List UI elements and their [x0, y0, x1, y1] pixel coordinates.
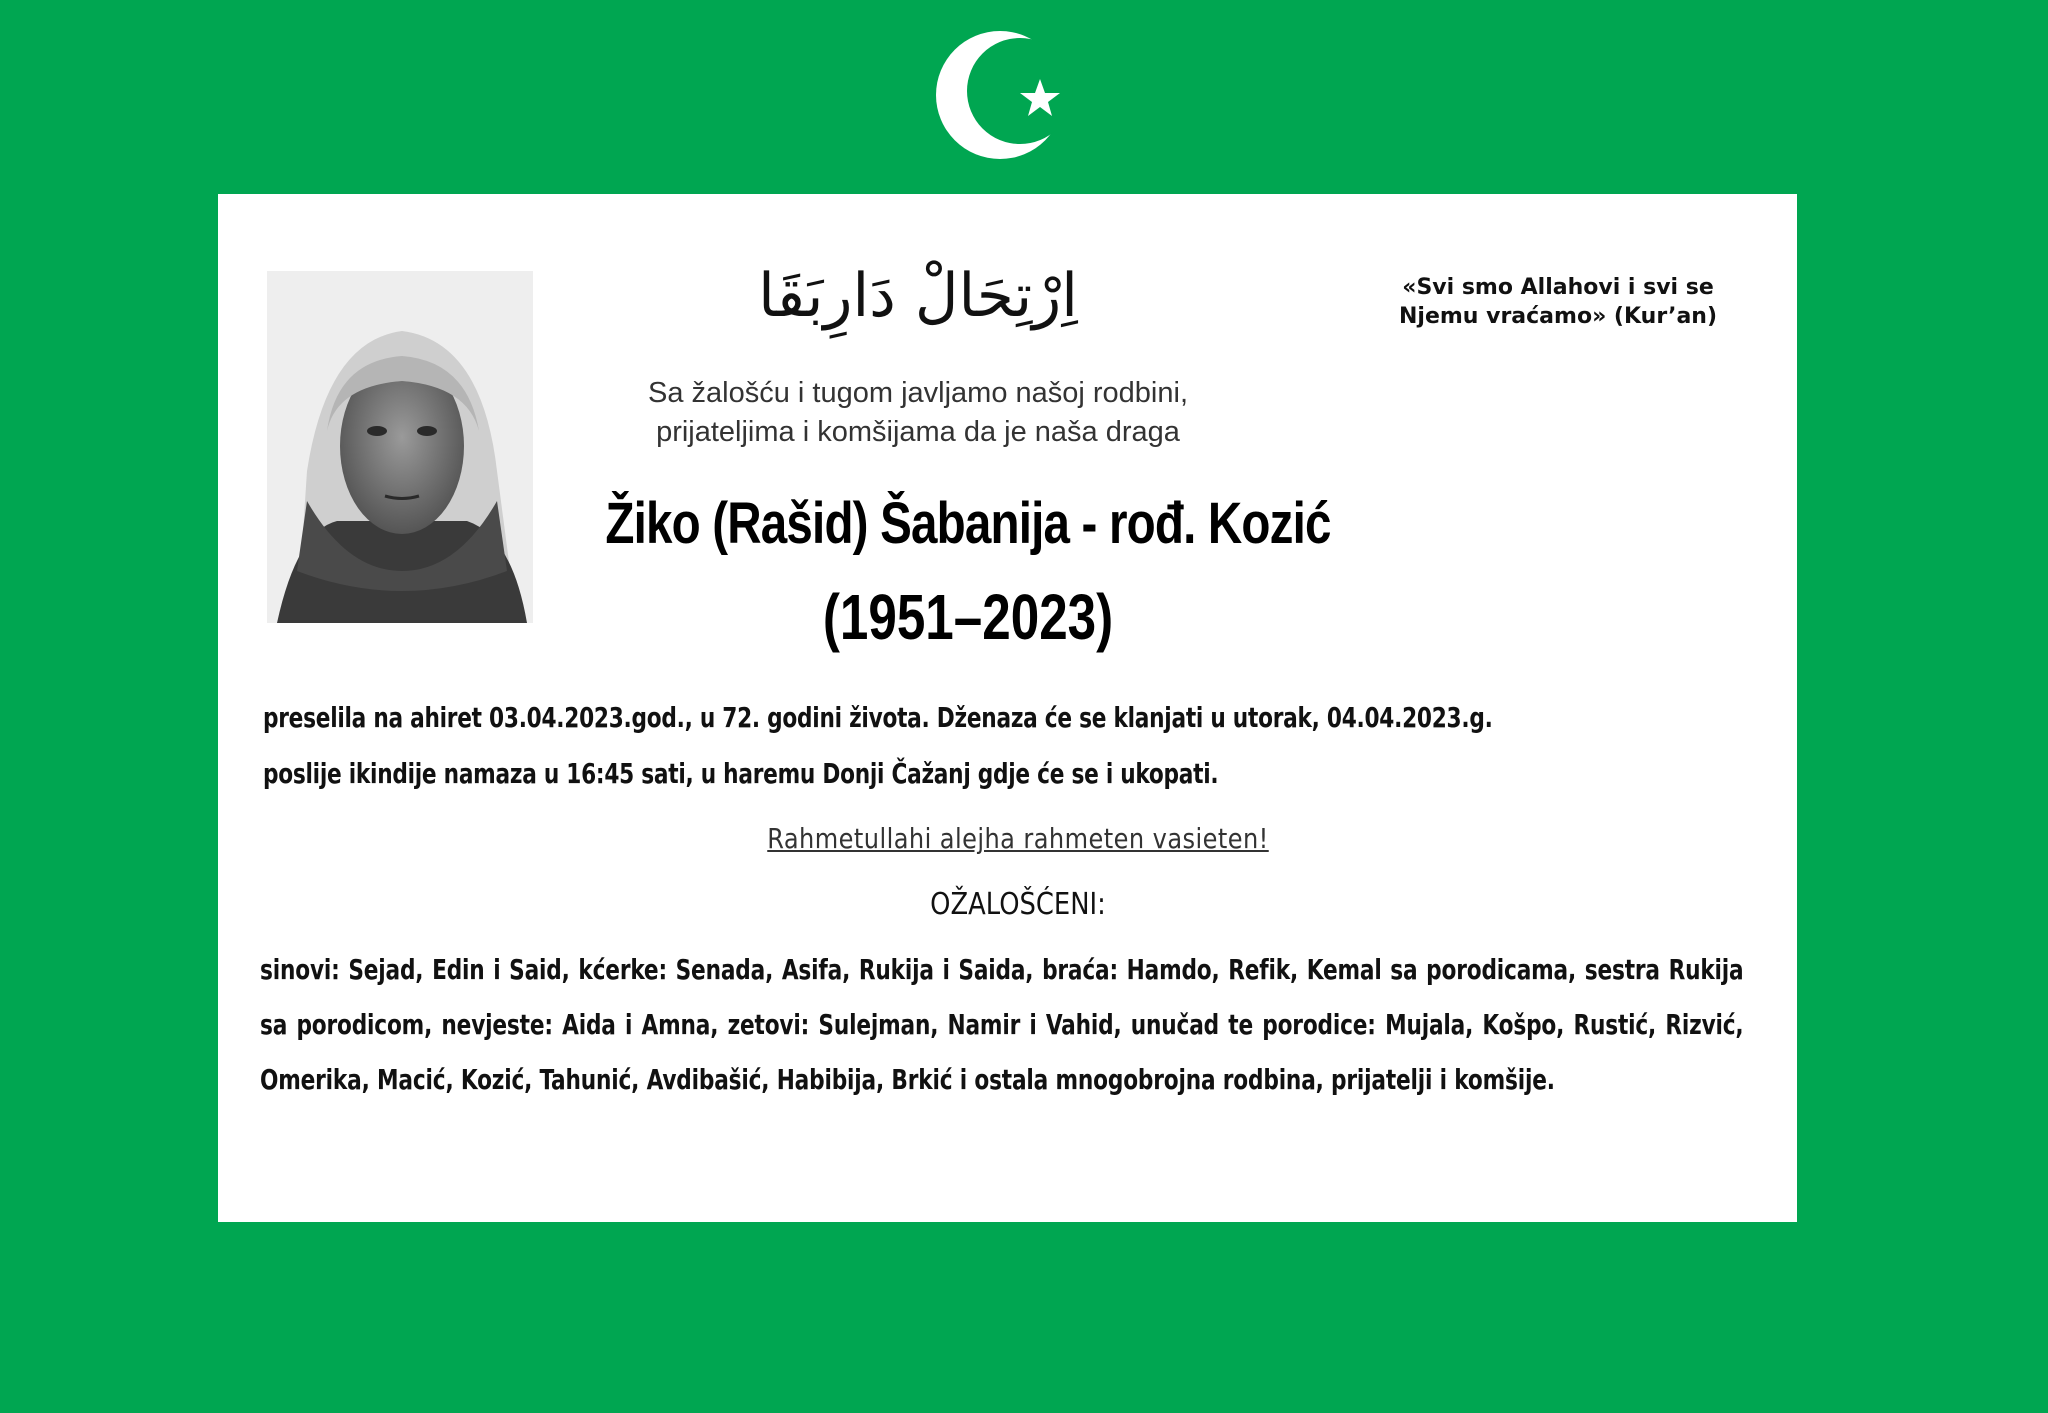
death-text-line-1: preselila na ahiret 03.04.2023.god., u 72. godini života. Dženaza će se klanjati u utorak, 04.04.2023.g. — [263, 701, 1493, 734]
quote-line-2: Njemu vraćamo» (Kur’an) — [1398, 304, 1718, 329]
intro-line-2: prijateljima i komšijama da je naša draga — [656, 416, 1180, 448]
mourners-list: sinovi: Sejad, Edin i Said, kćerke: Senada, Asifa, Rukija i Saida, braća: Hamdo, Refik, Kemal sa porodicama, sestra Rukija sa porodicom, nevjeste: Aida i Amna, zetovi: Sulejman, Namir i Vahid, unučad te porodice: Mujala, Košpo, Rustić, Rizvić, Omerika, Macić, Kozić, Tahunić, Avdibašić, Habibija, Brkić i ostala mnogobrojna rodbina, prijatelji i komšije. — [260, 953, 1744, 1096]
quran-quote — [1368, 273, 1748, 331]
mourners-heading: OŽALOŠĆENI: — [930, 887, 1106, 922]
deceased-portrait-photo — [267, 271, 533, 623]
crescent-star-icon — [915, 25, 1085, 165]
death-text-line-2: poslije ikindije namaza u 16:45 sati, u haremu Donji Čažanj gdje će se i ukopati. — [263, 757, 1219, 790]
quote-line-1: «Svi smo Allahovi i svi se — [1402, 275, 1714, 300]
life-years: (1951–2023) — [822, 581, 1114, 653]
intro-text — [608, 374, 1228, 452]
arabic-calligraphy-heading: اِرْتِحَالْ دَارِبَقَا — [758, 261, 1078, 331]
intro-line-1: Sa žalošću i tugom javljamo našoj rodbini, — [648, 377, 1188, 409]
salutation: Rahmetullahi alejha rahmeten vasieten! — [767, 822, 1269, 855]
obituary-card — [218, 194, 1797, 1222]
death-announcement — [263, 690, 1742, 802]
deceased-name: Žiko (Rašid) Šabanija - rođ. Kozić — [605, 491, 1331, 556]
